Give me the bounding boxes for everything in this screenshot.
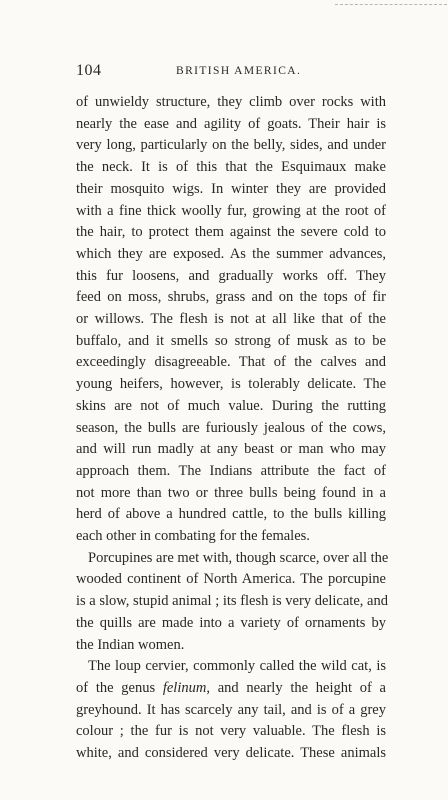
text-line: wooded continent of North America. The porcupine	[76, 571, 386, 588]
text-line: very long, particularly on the belly, sides, and under	[76, 137, 386, 154]
text-line: season, the bulls are furiously jealous of the cows,	[76, 419, 386, 436]
text-fragment: , and nearly the height of a	[206, 679, 386, 696]
text-line: of unwieldy structure, they climb over rocks with	[76, 94, 386, 110]
italic-genus-term: felinum	[162, 679, 207, 696]
text-line: which they are exposed. As the summer advances,	[76, 245, 386, 262]
corner-dashed-rule	[335, 4, 447, 5]
text-line: young heifers, however, is tolerably delicate. The	[76, 376, 386, 393]
body-text	[76, 92, 389, 765]
text-line: approach them. The Indians attribute the fact of	[76, 462, 386, 479]
page-number: 104	[76, 62, 102, 79]
text-line: the quills are made into a variety of ornaments by	[76, 614, 386, 631]
text-line: not more than two or three bulls being found in a	[76, 484, 386, 501]
text-line: or willows. The flesh is not at all like that of the	[76, 311, 386, 328]
text-line: buffalo, and it smells so strong of musk as to be	[76, 332, 386, 349]
text-line: feed on moss, shrubs, grass and on the tops of fir	[76, 289, 386, 306]
paragraph-porcupines	[76, 548, 389, 657]
text-line: herd of above a hundred cattle, to the bulls killing	[76, 506, 386, 523]
text-line-with-italic	[76, 678, 386, 700]
text-line: the Indian women.	[76, 636, 185, 653]
text-line: each other in combating for the females.	[76, 528, 310, 545]
text-line: greyhound. It has scarcely any tail, and is of a grey	[76, 701, 386, 718]
text-line: with a fine thick woolly fur, growing at the root of	[76, 202, 386, 219]
text-line: nearly the ease and agility of goats. Their hair is	[76, 115, 386, 132]
text-line: exceedingly disagreeable. That of the calves and	[76, 354, 386, 371]
text-line: The loup cervier, commonly called the wild cat, is	[88, 658, 386, 675]
text-line: this fur loosens, and gradually works off. They	[76, 267, 386, 284]
text-line: and will run madly at any beast or man who may	[76, 441, 386, 458]
text-line: their mosquito wigs. In winter they are provided	[76, 180, 386, 197]
paragraph-loup-cervier	[76, 656, 386, 765]
text-line: the neck. It is of this that the Esquimaux make	[76, 159, 386, 176]
paragraph-musk-ox	[76, 92, 386, 548]
text-line: white, and considered very delicate. These animals	[76, 745, 386, 762]
text-line: the hair, to protect them against the severe cold to	[76, 224, 386, 241]
running-title: BRITISH AMERICA.	[176, 65, 302, 77]
text-line: skins are not of much value. During the rutting	[76, 397, 386, 414]
text-fragment: of the genus	[76, 679, 163, 696]
text-line: colour ; the fur is not very valuable. The flesh is	[76, 723, 386, 740]
text-line: is a slow, stupid animal ; its flesh is very delicate, and	[76, 593, 388, 610]
running-head	[76, 62, 386, 82]
text-line: Porcupines are met with, though scarce, over all the	[88, 549, 389, 566]
